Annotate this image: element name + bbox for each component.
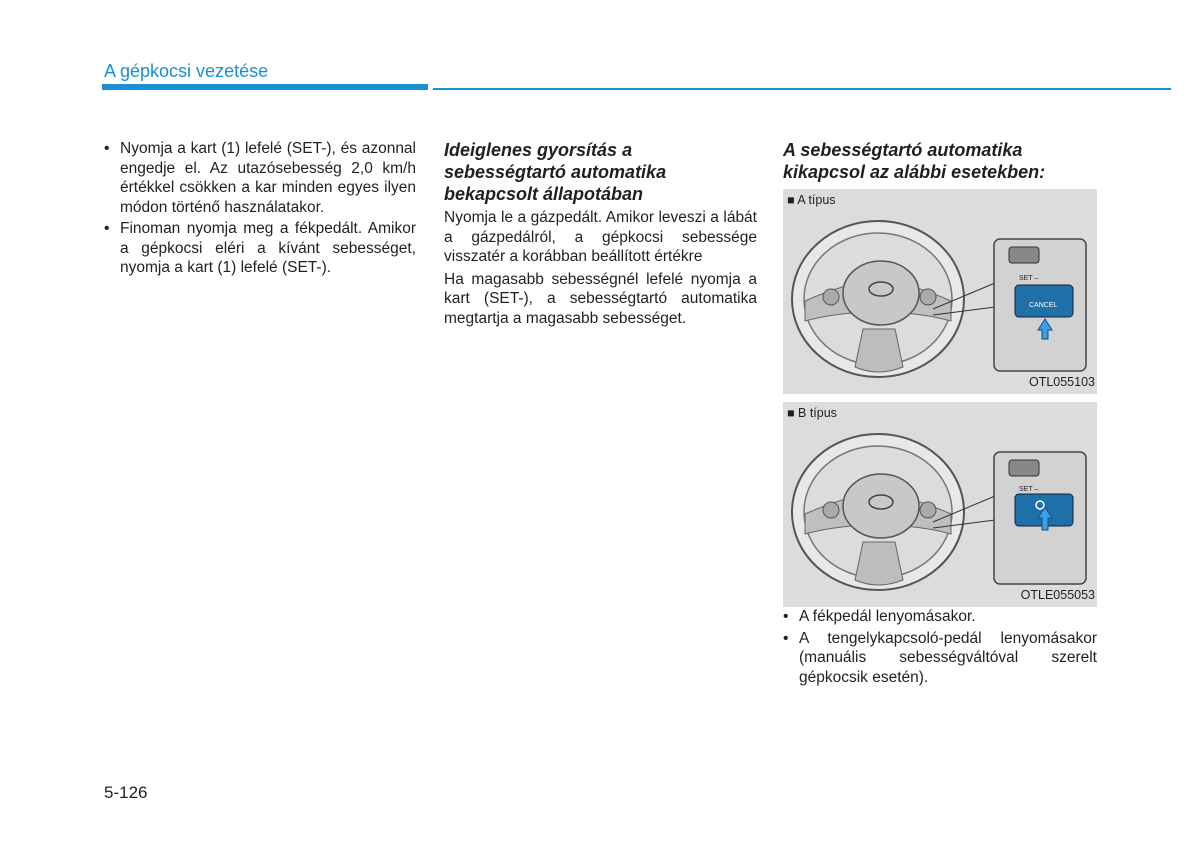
header-rule-thin bbox=[433, 88, 1171, 90]
list-item: • Nyomja a kart (1) lefelé (SET-), és azonnal engedje el. Az utazósebesség 2,0 km/h értékkel csökken a kar minden egyes ilyen módon történő használatakor. bbox=[104, 139, 416, 217]
switch-set-label: SET – bbox=[1019, 275, 1039, 282]
figure-label: ■ B típus bbox=[787, 406, 837, 420]
section-heading: A sebességtartó automatika kikapcsol az alábbi esetekben: bbox=[783, 140, 1046, 182]
list-item: • A tengelykapcsoló-pedál lenyomásakor (manuális sebességváltóval szerelt gépkocsik esetén). bbox=[783, 629, 1097, 688]
header-rule-thick bbox=[102, 84, 428, 90]
figure-label: ■ A típus bbox=[787, 193, 836, 207]
switch-set-label: SET – bbox=[1019, 486, 1039, 493]
column-right bbox=[783, 139, 1097, 689]
cancel-button-label: CANCEL bbox=[1029, 302, 1058, 309]
figure-type-b bbox=[783, 402, 1097, 607]
paragraph: Nyomja le a gázpedált. Amikor leveszi a lábát a gázpedálról, a gépkocsi sebessége visszatér a korábban beállított értékre bbox=[444, 209, 757, 265]
bullet-list bbox=[783, 607, 1097, 687]
figure-code: OTL055103 bbox=[1028, 374, 1095, 389]
steering-wheel-illustration bbox=[783, 189, 1097, 394]
page-number: 5-126 bbox=[104, 783, 148, 802]
figure-type-a bbox=[783, 189, 1097, 394]
list-item: • Finoman nyomja meg a fékpedált. Amikor a gépkocsi eléri a kívánt sebességet, nyomja a kart (1) lefelé (SET-). bbox=[104, 219, 416, 278]
section-title: A gépkocsi vezetése bbox=[104, 61, 269, 81]
paragraph: Ha magasabb sebességnél lefelé nyomja a kart (SET-), a sebességtartó automatika megtartja a magasabb sebességet. bbox=[444, 270, 757, 327]
column-middle bbox=[444, 139, 757, 331]
list-item: • A fékpedál lenyomásakor. bbox=[783, 607, 1097, 627]
steering-wheel-illustration bbox=[783, 402, 1097, 607]
section-heading: Ideiglenes gyorsítás a sebességtartó automatika bekapcsolt állapotában bbox=[444, 140, 667, 204]
bullet-list bbox=[104, 139, 416, 278]
column-left bbox=[104, 139, 416, 280]
figure-code: OTLE055053 bbox=[1020, 587, 1095, 602]
